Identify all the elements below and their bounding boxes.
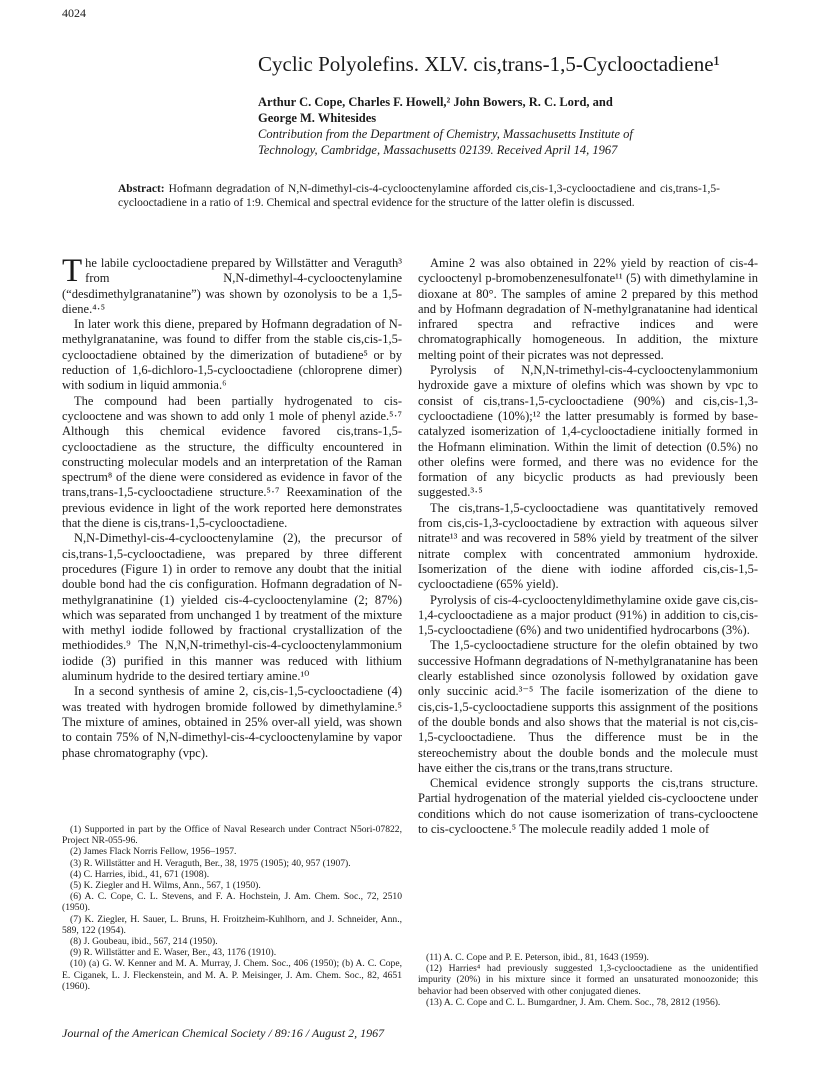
body-paragraph: The compound had been partially hydrogenated to cis-cyclooctene and was shown to add only 1 mole of phenyl azide.⁵·⁷ Although this chemical evidence favored cis,trans-1,5-cyclooctadiene as the structure, the difficulty encountered in constructing molecular models and an interpretation of the Raman spectrum⁸ of the diene were considered as evidence in favor of the trans,trans-1,5-cyclooctadiene structure.⁵·⁷ Reexamination of the previous evidence in light of the work reported here demonstrates that the diene is cis,trans-1,5-cyclooctadiene. (62, 393, 402, 531)
body-paragraph: N,N-Dimethyl-cis-4-cyclooctenylamine (2), the precursor of cis,trans-1,5-cyclooctadiene, was prepared by three different procedures (Figure 1) in order to remove any doubt that the initial double bond had the cis configuration. Hofmann degradation of N-methylgranatinine (1) yielded cis-4-cyclooctenylamine (2; 87%) which was separated from unchanged 1 by treatment of the mixture with methyl iodide followed by fractional crystallization of the methiodides.⁹ The N,N,N-trimethyl-cis-4-cyclooctenylammonium iodide (3) purified in this manner was reduced with lithium aluminum hydride to the desired tertiary amine.¹⁰ (62, 531, 402, 684)
footnote: (10) (a) G. W. Kenner and M. A. Murray, J. Chem. Soc., 406 (1950); (b) A. C. Cope, E. Ciganek, L. J. Fleckenstein, and M. A. P. Meisinger, J. Am. Chem. Soc., 82, 4651 (1960). (62, 958, 402, 992)
body-column-left (62, 253, 402, 761)
abstract-label: Abstract: (118, 183, 165, 195)
author-line: Arthur C. Cope, Charles F. Howell,² John Bowers, R. C. Lord, and (258, 95, 613, 109)
affiliation-line: Contribution from the Department of Chemistry, Massachusetts Institute of (258, 127, 633, 141)
footnote: (6) A. C. Cope, C. L. Stevens, and F. A. Hochstein, J. Am. Chem. Soc., 72, 2510 (1950). (62, 891, 402, 914)
body-paragraph: In later work this diene, prepared by Hofmann degradation of N-methylgranatanine, was found to differ from the stable cis,cis-1,5-cyclooctadiene obtained by the dimerization of butadiene⁵ or by reduction of 1,6-dichloro-1,5-cyclooctadiene (chloroprene dimer) with sodium in liquid ammonia.⁶ (62, 317, 402, 393)
author-list (258, 94, 613, 126)
abstract (118, 182, 720, 210)
footnotes-left (62, 824, 402, 992)
footnote: (13) A. C. Cope and C. L. Bumgardner, J. Am. Chem. Soc., 78, 2812 (1956). (426, 996, 721, 1008)
affiliation (258, 126, 633, 158)
body-paragraph: In a second synthesis of amine 2, cis,cis-1,5-cyclooctadiene (4) was treated with hydrogen bromide followed by dimethylamine.⁵ The mixture of amines, obtained in 25% over-all yield, was shown to contain 75% of N,N-dimethyl-cis-4-cyclooctenylamine by vapor phase chromatography (vpc). (62, 684, 402, 760)
body-paragraph: Amine 2 was also obtained in 22% yield by reaction of cis-4-cyclooctenyl p-bromobenzenesulfonate¹¹ (5) with dimethylamine in dioxane at 80°. The samples of amine 2 prepared by this method and by Hofmann degradation of N-methylgranatanine had identical infrared spectra and refractive indices and were chromatographically homogeneous. In addition, the mixture melting point of their picrates was not depressed. (418, 256, 758, 362)
body-paragraph: The 1,5-cyclooctadiene structure for the olefin obtained by two successive Hofmann degradations of N-methylgranatanine has been clearly established since ozonolysis followed by oxidation gave only succinic acid.³⁻⁵ The facile isomerization of the diene to cis,cis-1,5-cyclooctadiene supports this assignment of the positions of the double bonds and also shows that the material is not cis,cis-1,5-cyclooctadiene. Thus the difference must be in the stereochemistry about the double bonds and the molecule must have either the cis,trans or the trans,trans structure. (418, 638, 758, 775)
body-paragraph: The labile cyclooctadiene prepared by Willstätter and Veraguth³ from N,N-dimethyl-4-cyclooctenylamine (“desdimethylgranatanine”) was shown by ozonolysis to be a 1,5-diene.⁴·⁵ (62, 253, 402, 316)
abstract-text: Hofmann degradation of N,N-dimethyl-cis-4-cyclooctenylamine afforded cis,cis-1,3-cyclooctadiene and cis,trans-1,5-cyclooctadiene in a ratio of 1:9. Chemical and spectral evidence for the structure of the latter olefin is discussed. (118, 183, 720, 209)
article-title: Cyclic Polyolefins. XLV. cis,trans-1,5-Cyclooctadiene¹ (258, 52, 720, 76)
footnote: (9) R. Willstätter and E. Waser, Ber., 43, 1176 (1910). (70, 947, 277, 959)
drop-cap: T (62, 253, 83, 289)
page-number: 4024 (62, 6, 86, 20)
footnote: (3) R. Willstätter and H. Veraguth, Ber., 38, 1975 (1905); 40, 957 (1907). (70, 857, 351, 869)
body-paragraph: Chemical evidence strongly supports the cis,trans structure. Partial hydrogenation of the material yielded cis-cyclooctene under conditions which do not cause isomerization of trans-cyclooctene to cis-cyclooctene.⁵ The molecule readily added 1 mole of (418, 776, 758, 836)
footnote: (4) C. Harries, ibid., 41, 671 (1908). (70, 868, 210, 880)
body-paragraph: Pyrolysis of N,N,N-trimethyl-cis-4-cyclooctenylammonium hydroxide gave a mixture of olefins which was shown by vpc to consist of cis,trans-1,5-cyclooctadiene (90%) and cis,cis-1,3-cyclooctadiene (10%);¹² the latter presumably is formed by base-catalyzed isomerization of 1,4-cyclooctadiene initially formed in the Hofmann elimination. Within the limit of detection (0.5%) no other olefins were formed, and there was no evidence for the formation of any bicyclic products as had previously been suggested.³·⁵ (418, 363, 758, 500)
body-paragraph: The cis,trans-1,5-cyclooctadiene was quantitatively removed from cis,cis-1,3-cyclooctadiene by extraction with aqueous silver nitrate¹³ and was recovered in 58% yield by treatment of the silver nitrate complex with concentrated ammonium hydroxide. Isomerization of the diene with iodine afforded cis,cis-1,5-cyclooctadiene (65% yield). (418, 500, 758, 592)
author-line: George M. Whitesides (258, 111, 377, 125)
footnote: (11) A. C. Cope and P. E. Peterson, ibid., 81, 1643 (1959). (426, 952, 649, 963)
body-paragraph: Pyrolysis of cis-4-cyclooctenyldimethylamine oxide gave cis,cis-1,4-cyclooctadiene as a major product (91%) in addition to cis,cis-1,5-cyclooctadiene (6%) and two unidentified hydrocarbons (3%). (418, 592, 758, 638)
footnote: (7) K. Ziegler, H. Sauer, L. Bruns, H. Froitzheim-Kuhlhorn, and J. Schneider, Ann., 589, 122 (1954). (62, 913, 402, 936)
footnote: (8) J. Goubeau, ibid., 567, 214 (1950). (70, 936, 218, 948)
journal-footer: Journal of the American Chemical Society / 89:16 / August 2, 1967 (62, 1026, 385, 1040)
footnote: (2) James Flack Norris Fellow, 1956–1957. (70, 846, 237, 858)
footnote: (5) K. Ziegler and H. Wilms, Ann., 567, 1 (1950). (70, 880, 261, 892)
footnote: (1) Supported in part by the Office of Naval Research under Contract N5ori-07822, Project NR-055-96. (62, 824, 402, 847)
affiliation-line: Technology, Cambridge, Massachusetts 02139. Received April 14, 1967 (258, 143, 618, 157)
body-column-right (418, 256, 758, 837)
footnote: (12) Harries⁴ had previously suggested 1,3-cyclooctadiene as the unidentified impurity (20%) in his mixture since it formed an unsaturated monoozonide; this behavior had been observed with other conjugated dienes. (418, 963, 758, 997)
footnotes-right (418, 952, 758, 1008)
